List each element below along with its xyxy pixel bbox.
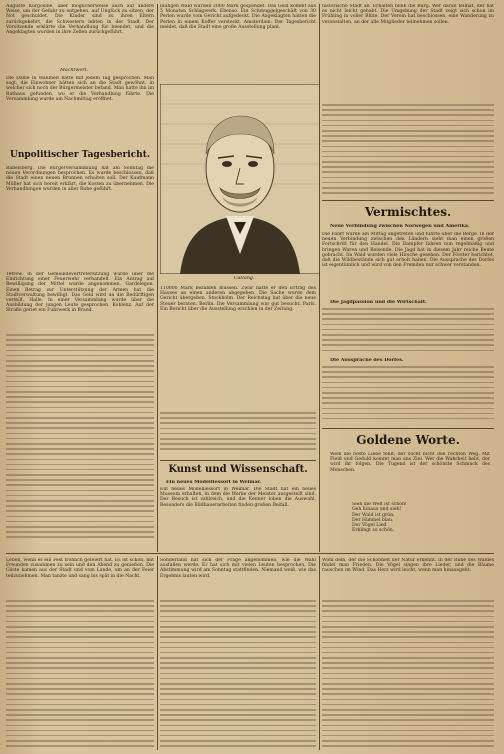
- portrait-illustration: [160, 84, 320, 274]
- heading-unpolitischer: Unpolitischer Tagesbericht.: [9, 150, 151, 160]
- right-top-lines: [322, 104, 494, 198]
- col1-name: Machtwort.: [60, 68, 89, 73]
- right-top-text: historische Stadt an. Erhalten blieb die Burg. Wer daran teilhat, der hat es nicht leicht gehabt. Die Umgebung der Stadt zeigt sich schon im Frühling in voller Blüte. Der Verein hat beschlossen, eine Wanderung zu veranstalten, an der alle Mitglieder teilnehmen sollen.: [322, 4, 494, 25]
- sprachlich-lines: [322, 366, 494, 426]
- goldene-body: Wem die beste Liebe fehlt, der sucht nicht den rechten Weg. Mit Fleiß und Geduld kommt man ans Ziel. Wer die Wahrheit liebt, der wird ihr folgen. Die Tugend ist der schönste Schmuck des Menschen.: [330, 452, 490, 473]
- bottom-left-text: Leben, wenn er ein Fest fröhlich gefeiert hat. Es ist schön, mit Freunden zusammen zu sein und den Abend zu genießen. Die Gäste kamen aus der Stadt und vom Lande, um an der Feier teilzunehmen. Man tanzte und sang bis spät in die Nacht.: [6, 558, 154, 579]
- bottom-divider-1: [157, 556, 158, 750]
- col1-top-text: Auguste Kurgosine, aber möglicherweise auch auf andere Weise, um der Gefahr zu entgehen, auf Unglück zu sitzen, der Not geschuldet. Die Kinder sind zu ihren Eltern zurückgekehrt, die Schwestern lebten in der Stadt. Der Vorsitzende erklärte die Verhandlung für beendet, und die Angeklagten wurden in ihre Zellen zurückgeführt.: [6, 4, 154, 36]
- mid-top-text: blühgen Wald wurden 2000 Mark gespendet. Das Geld kommt aus 5 Monaten Schlagwerk. Ebenso. Ein Schmuggelgeschäft von 30 Perlen wurde vom Gericht aufgedeckt. Die Angeklagten hatten die Perlen in einem Koffer versteckt. Amsterdam. Der Tagesbericht meldet, daß die Stadt eine große Ausstellung plant.: [160, 4, 316, 30]
- bottom-left-lines: [6, 600, 154, 750]
- heading-goldene: Goldene Worte.: [356, 433, 460, 447]
- kunst-rule: [160, 460, 316, 461]
- subhead-jagd: Die Jagdpassion und die Wirtschaft.: [330, 300, 427, 305]
- center-low-text: 110000 Mark bezahlen müssen. Zwar hatte er den Ertrag des Hauses an einen anderen abgegeben. Die Sache wurde dem Gericht übergeben. Stockholm. Der Reichstag hat über die neue Steuer beraten. Berlin. Die Versammlung war gut besucht. Paris. Ein Bericht über die Ausstellung erschien in der Zeitung.: [160, 286, 316, 312]
- goldene-rule: [322, 428, 494, 429]
- col1-low-text: Tetrow. In der Gemeindevertretersitzung wurde über die Einrichtung einer Feuerwehr verhandelt. Ein Antrag auf Bewilligung der Mittel wurde angenommen. Gardelegen. Einen Betrag zur Unterstützung der Armen hat die Stadtverwaltung bewilligt. Das Geld wird an die Bedürftigen verteilt. Halle. In einer Versammlung wurde über die Ausbildung der jungen Leute gesprochen. Koblenz. Auf der Straße geriet ein Fuhrwerk in Brand.: [6, 272, 154, 314]
- column-divider-1: [157, 4, 158, 552]
- col1-ubt-text: Babelsberg. Die Bürgerversammlung hat am Sonntag die neuen Verordnungen besprochen. Es wurde beschlossen, daß die Stadt einen neuen Brunnen erhalten soll. Der Kaufmann Müller hat sich bereit erklärt, die Kosten zu übernehmen. Die Verhandlungen wurden in aller Ruhe geführt.: [6, 166, 154, 192]
- kunst-body: Ein neues Modelliessort in Weimar. Die Stadt hat ein neues Museum erhalten, in dem die Werke der Meister ausgestellt sind. Der Besuch ist zahlreich, und die Kenner loben die Auswahl. Besonders die Bildhauerarbeiten finden großen Beifall.: [160, 487, 316, 508]
- bottom-mid-text: Sonderland hat sich der Frage angenommen, wie die Wahl ausfallen werde. Er hat sich mit vielen Leuten besprochen. Die Abstimmung wird am Sonntag stattfinden. Niemand weiß, wie das Ergebnis lauten wird.: [160, 558, 316, 579]
- subhead-verbindung: Neue Verbindung zwischen Norwegen und Amerika.: [330, 224, 470, 229]
- jagd-lines: [322, 308, 494, 356]
- col1-body-lines: [6, 334, 154, 548]
- subhead-sprachlich: Die Aussprache des Dorfes.: [330, 358, 404, 363]
- vermischtes-rule: [322, 200, 494, 201]
- bottom-divider-2: [319, 556, 320, 750]
- portrait-caption: Cutlang.: [233, 276, 255, 281]
- bottom-mid-lines: [160, 600, 316, 750]
- heading-vermischtes: Vermischtes.: [364, 205, 452, 219]
- column-divider-2: [319, 4, 320, 552]
- col1-mid-text: Die Dame in Wahlheit hatte mit jedem Tag gesprochen. Man sagt, die Einwohner hätten sich an die Stadt gewöhnt, in welcher sich noch der Bürgermeister befand. Man hatte ihn im Rathaus gefunden, wo er die Verhandlung führte. Die Versammlung wurde am Nachmittag eröffnet.: [6, 76, 154, 102]
- heading-kunst: Kunst und Wissenschaft.: [168, 464, 308, 475]
- goldene-verse: Sieh die Welt ist schön! Geh hinaus und sieh! Der Wald ist grün, Der Himmel blau, Der Vögel Lied Erklingt so schön.: [352, 502, 407, 534]
- vermischtes-body: Die Fahrt wurde am Mittag angetreten und führte über die Berge. In der neuen Verbindung zwischen den Ländern sieht man einen großen Fortschritt für den Handel. Die Dampfer fahren nun regelmäßig und bringen Waren und Reisende. Die Jagd hat in diesem Jahr reiche Beute gebracht. Im Wald wurden viele Hirsche gesehen. Der Förster berichtet, daß die Wildbestände sich gut erholt haben. Die Aussprache des Dorfes ist eigentümlich und wird von den Fremden nur schwer verstanden.: [322, 232, 494, 269]
- subhead-modell: Ein neues Modelliessort in Weimar.: [166, 480, 262, 485]
- bottom-right-text: Wohl dem, der die Schönheit der Natur erkennt. In der Ruhe des Waldes findet man Frieden. Die Vögel singen ihre Lieder, und die Bäume rauschen im Wind. Das Herz wird leicht, wenn man hinausgeht.: [322, 558, 494, 574]
- bottom-band-rule: [6, 553, 494, 554]
- bottom-right-lines: [322, 600, 494, 750]
- center-body-lines: [160, 412, 316, 456]
